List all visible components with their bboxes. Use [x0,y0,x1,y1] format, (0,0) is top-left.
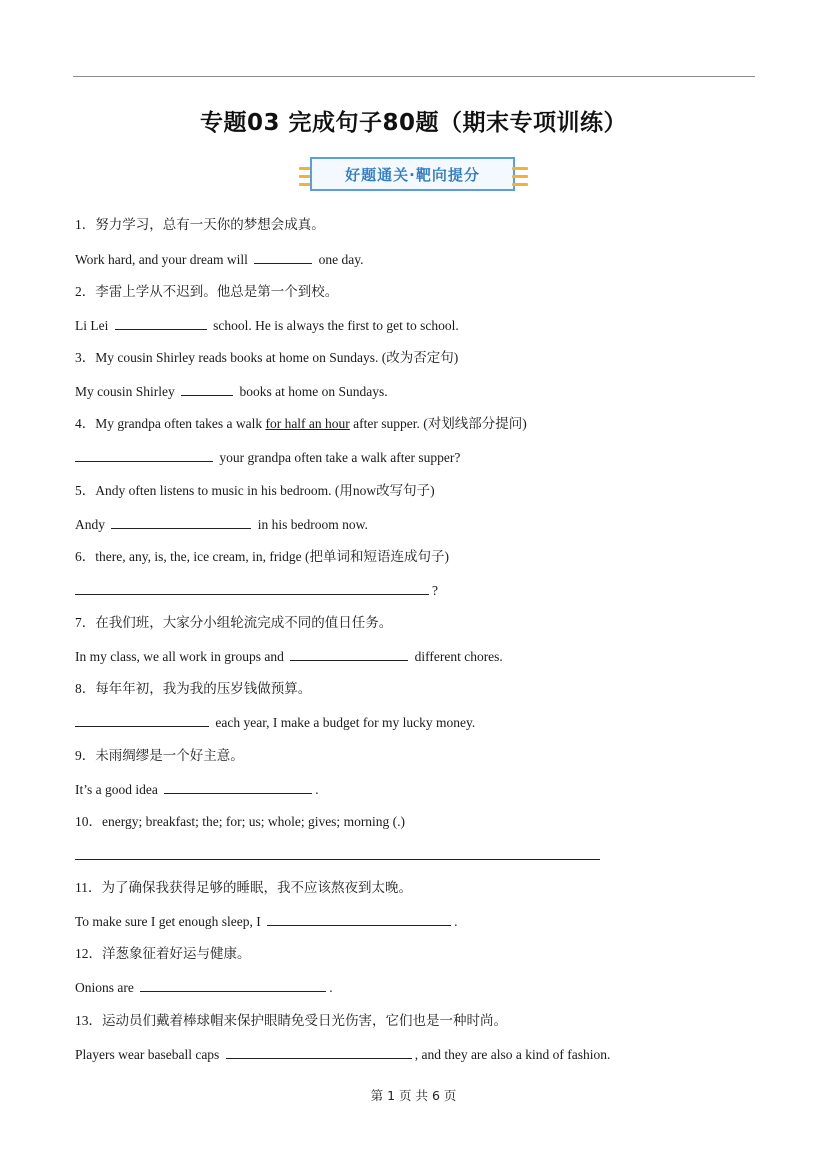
question-9-prompt: 9．未雨绸缪是一个好主意。 [75,748,244,764]
question-3-answer: My cousin Shirley books at home on Sundays. [75,384,388,399]
question-13-answer: Players wear baseball caps , and they are also a kind of fashion. [75,1047,611,1062]
answer-blank[interactable] [75,448,213,462]
answer-blank[interactable] [115,316,207,330]
question-1-answer: Work hard, and your dream will one day. [75,252,364,267]
answer-blank[interactable] [140,978,326,992]
answer-blank[interactable] [75,846,600,860]
question-4-prompt: 4．My grandpa often takes a walk for half an hour after supper. (对划线部分提问) [75,416,527,431]
question-8-answer: each year, I make a budget for my lucky money. [75,713,475,732]
header-rule [73,76,755,77]
question-12-answer: Onions are . [75,980,333,995]
question-11-prompt: 11．为了确保我获得足够的睡眠，我不应该熬夜到太晚。 [75,880,412,896]
answer-blank[interactable] [75,713,209,727]
question-9-answer: It’s a good idea . [75,782,319,797]
question-3-prompt: 3．My cousin Shirley reads books at home on Sundays. (改为否定句) [75,350,459,365]
answer-blank[interactable] [226,1045,412,1059]
section-badge [299,156,528,194]
answer-blank[interactable] [290,647,408,661]
question-6-prompt: 6．there, any, is, the, ice cream, in, fridge (把单词和短语连成句子) [75,549,450,564]
question-2-prompt: 2．李雷上学从不迟到。他总是第一个到校。 [75,284,339,300]
answer-blank[interactable] [254,250,312,264]
page-footer: 第 1 页 共 6 页 [370,1088,457,1103]
question-4-answer: your grandpa often take a walk after supper? [75,448,460,467]
answer-blank[interactable] [111,515,251,529]
badge-decoration-right [512,167,528,191]
answer-blank[interactable] [181,382,233,396]
question-7-answer: In my class, we all work in groups and different chores. [75,649,503,664]
question-7-prompt: 7．在我们班，大家分小组轮流完成不同的值日任务。 [75,615,393,631]
question-10-prompt: 10．energy; breakfast; the; for; us; whole; gives; morning (.) [75,814,406,829]
question-6-answer: ? [75,581,438,600]
page-title: 专题03 完成句子80题（期末专项训练） [199,110,628,136]
answer-blank[interactable] [75,581,429,595]
question-5-answer: Andy in his bedroom now. [75,517,368,532]
question-8-prompt: 8．每年年初，我为我的压岁钱做预算。 [75,681,312,697]
underlined-phrase: for half an hour [265,416,350,431]
question-11-answer: To make sure I get enough sleep, I . [75,914,458,929]
question-5-prompt: 5．Andy often listens to music in his bedroom. (用now改写句子) [75,483,435,498]
question-2-answer: Li Lei school. He is always the first to get to school. [75,318,459,333]
badge-label: 好题通关·靶向提分 [310,157,515,191]
question-13-prompt: 13．运动员们戴着棒球帽来保护眼睛免受日光伤害，它们也是一种时尚。 [75,1013,507,1029]
question-1-prompt: 1．努力学习，总有一天你的梦想会成真。 [75,217,325,233]
question-12-prompt: 12．洋葱象征着好运与健康。 [75,946,251,962]
answer-blank[interactable] [267,912,451,926]
answer-blank[interactable] [164,780,312,794]
question-10-answer [75,846,603,865]
